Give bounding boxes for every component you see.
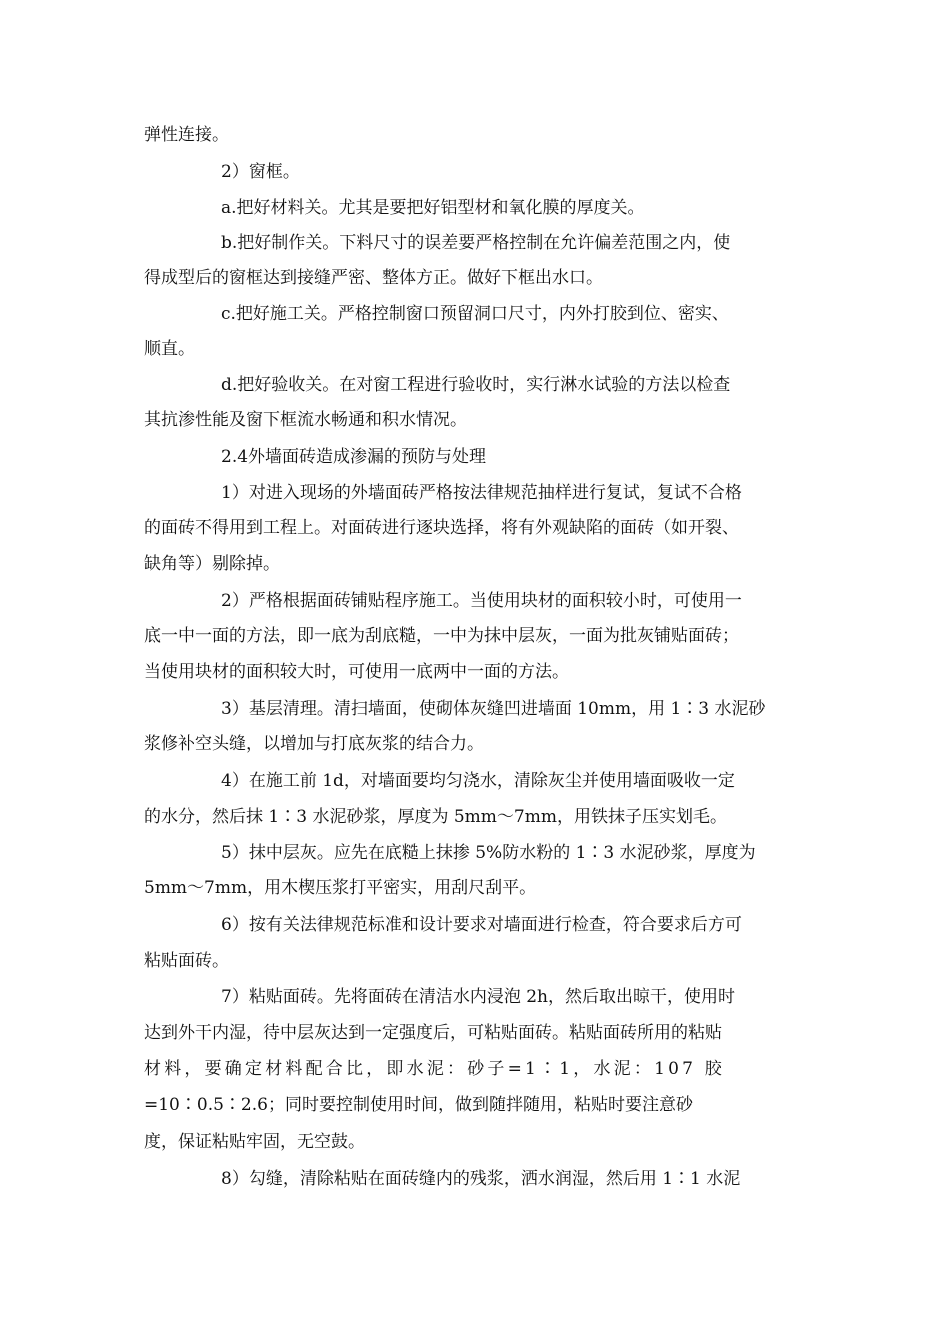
text-line: 3）基层清理。清扫墙面，使砌体灰缝凹进墙面 10mm，用 1∶3 水泥砂 bbox=[221, 699, 766, 719]
text-line: 4）在施工前 1d，对墙面要均匀浇水，清除灰尘并使用墙面吸收一定 bbox=[221, 771, 735, 791]
text-line: a.把好材料关。尤其是要把好铝型材和氧化膜的厚度关。 bbox=[221, 198, 645, 218]
text-line: 材料，要确定材料配合比，即水泥：砂子=1∶1，水泥：107 胶 bbox=[144, 1059, 725, 1079]
text-line: d.把好验收关。在对窗工程进行验收时，实行淋水试验的方法以检查 bbox=[221, 375, 731, 395]
text-line: 度，保证粘贴牢固，无空鼓。 bbox=[144, 1132, 365, 1152]
text-line: 2）窗框。 bbox=[221, 162, 300, 182]
text-line: 粘贴面砖。 bbox=[144, 951, 229, 971]
text-line: 弹性连接。 bbox=[144, 125, 229, 145]
text-line: 的面砖不得用到工程上。对面砖进行逐块选择，将有外观缺陷的面砖（如开裂、 bbox=[144, 518, 739, 538]
text-line: 5）抹中层灰。应先在底糙上抹掺 5%防水粉的 1∶3 水泥砂浆，厚度为 bbox=[221, 843, 756, 863]
text-line: =10∶0.5∶2.6；同时要控制使用时间，做到随拌随用，粘贴时要注意砂 bbox=[144, 1095, 693, 1115]
text-line: 8）勾缝，清除粘贴在面砖缝内的残浆，洒水润湿，然后用 1∶1 水泥 bbox=[221, 1169, 741, 1189]
section-heading: 2.4外墙面砖造成渗漏的预防与处理 bbox=[221, 447, 487, 467]
text-line: 底一中一面的方法，即一底为刮底糙，一中为抹中层灰，一面为批灰铺贴面砖； bbox=[144, 626, 739, 646]
text-line: 2）严格根据面砖铺贴程序施工。当使用块材的面积较小时，可使用一 bbox=[221, 591, 742, 611]
text-line: 顺直。 bbox=[144, 339, 195, 359]
text-line: 其抗渗性能及窗下框流水畅通和积水情况。 bbox=[144, 410, 467, 430]
text-line: b.把好制作关。下料尺寸的误差要严格控制在允许偏差范围之内，使 bbox=[221, 233, 731, 253]
text-line: 缺角等）剔除掉。 bbox=[144, 554, 280, 574]
text-line: 1）对进入现场的外墙面砖严格按法律规范抽样进行复试，复试不合格 bbox=[221, 483, 742, 503]
text-line: 达到外干内湿，待中层灰达到一定强度后，可粘贴面砖。粘贴面砖所用的粘贴 bbox=[144, 1023, 722, 1043]
text-line: 5mm～7mm，用木楔压浆打平密实，用刮尺刮平。 bbox=[144, 878, 537, 898]
text-line: 得成型后的窗框达到接缝严密、整体方正。做好下框出水口。 bbox=[144, 268, 603, 288]
text-line: 浆修补空头缝，以增加与打底灰浆的结合力。 bbox=[144, 734, 484, 754]
text-line: c.把好施工关。严格控制窗口预留洞口尺寸，内外打胶到位、密实、 bbox=[221, 304, 729, 324]
text-line: 的水分，然后抹 1∶3 水泥砂浆，厚度为 5mm～7mm，用铁抹子压实划毛。 bbox=[144, 807, 727, 827]
text-line: 6）按有关法律规范标准和设计要求对墙面进行检查，符合要求后方可 bbox=[221, 915, 742, 935]
text-line: 当使用块材的面积较大时，可使用一底两中一面的方法。 bbox=[144, 662, 569, 682]
text-line: 7）粘贴面砖。先将面砖在清洁水内浸泡 2h，然后取出晾干，使用时 bbox=[221, 987, 735, 1007]
